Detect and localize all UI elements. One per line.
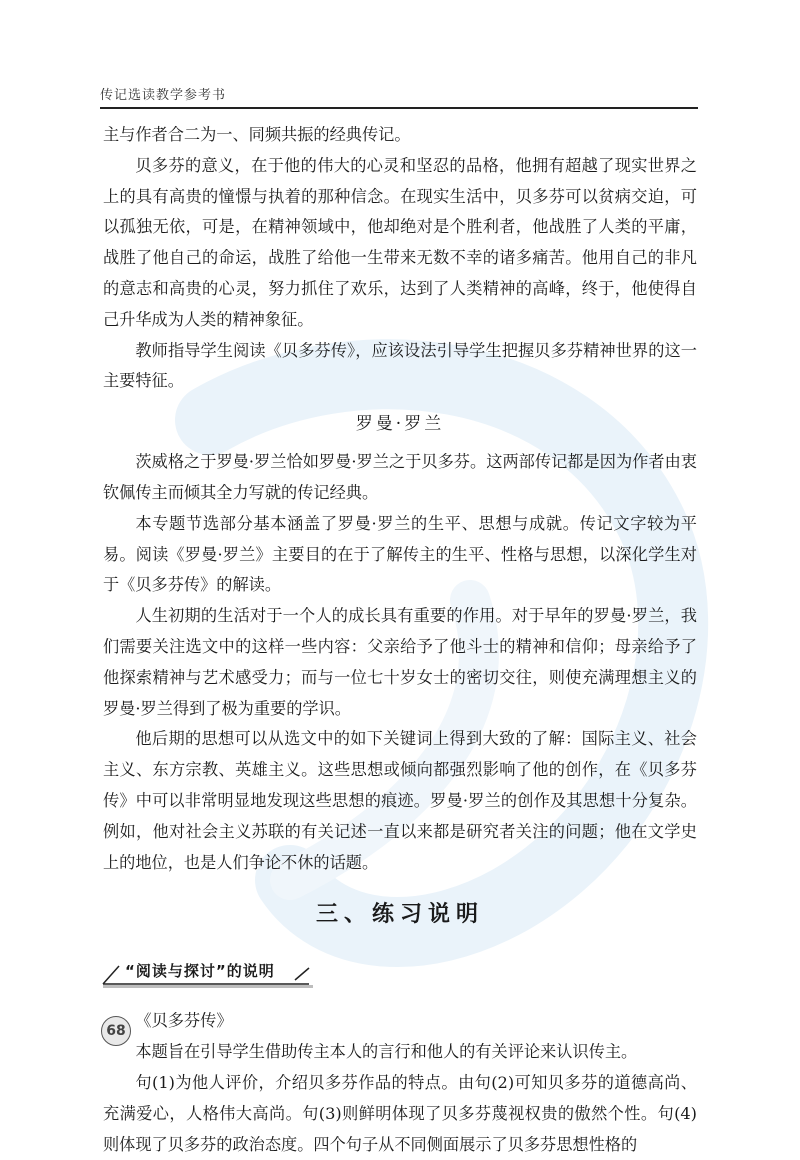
section-title: 三、练习说明 (315, 902, 484, 928)
paragraph: 贝多芬的意义，在于他的伟大的心灵和坚忍的品格，他拥有超越了现实世界之上的具有高贵的憧憬与执着的那种信念。在现实生活中，贝多芬可以贫病交迫，可以孤独无依，可是，在精神领域中，他却绝对是个胜利者，他战胜了人类的平庸，战胜了他自己的命运，战胜了给他一生带来无数不幸的诸多痛苦。他用自己的非凡的意志和高贵的心灵，努力抓住了欢乐，达到了人类精神的高峰，终于，他使得自己升华成为人类的精神象征。 (103, 155, 697, 329)
running-header: 传记选读教学参考书 (100, 88, 227, 103)
page-number: 68 (101, 1016, 131, 1046)
paragraph: 教师指导学生阅读《贝多芬传》，应该设法引导学生把握贝多芬精神世界的这一主要特征。 (103, 340, 697, 391)
subsection-heading: 罗曼·罗兰 (355, 414, 445, 435)
page-body (103, 120, 697, 1160)
section-label-text: “阅读与探讨”的说明 (125, 962, 275, 981)
paragraph: 句(1)为他人评价，介绍贝多芬作品的特点。由句(2)可知贝多芬的道德高尚、充满爱心，人格伟大高尚。句(3)则鲜明体现了贝多芬蔑视权贵的傲然个性。句(4)则体现了贝多芬的政治态度。四个句子从不同侧面展示了贝多芬思想性格的 (103, 1072, 697, 1154)
paragraph: 人生初期的生活对于一个人的成长具有重要的作用。对于早年的罗曼·罗兰，我们需要关注选文中的这样一些内容：父亲给予了他斗士的精神和信仰；母亲给予了他探索精神与艺术感受力；而与一位七十岁女士的密切交往，则使充满理想主义的罗曼·罗兰得到了极为重要的学识。 (103, 606, 697, 718)
book-title: 《贝多芬传》 (135, 1011, 233, 1031)
paragraph: 茨威格之于罗曼·罗兰恰如罗曼·罗兰之于贝多芬。这两部传记都是因为作者由衷钦佩传主而倾其全力写就的传记经典。 (103, 452, 697, 502)
paragraph: 他后期的思想可以从选文中的如下关键词上得到大致的了解：国际主义、社会主义、东方宗教、英雄主义。这些思想或倾向都强烈影响了他的创作，在《贝多芬传》中可以非常明显地发现这些思想的痕迹。罗曼·罗兰的创作及其思想十分复杂。例如，他对社会主义苏联的有关记述一直以来都是研究者关注的问题；他在文学史上的地位，也是人们争论不休的话题。 (103, 729, 697, 872)
paragraph: 本专题节选部分基本涵盖了罗曼·罗兰的生平、思想与成就。传记文字较为平易。阅读《罗曼·罗兰》主要目的在于了解传主的生平、性格与思想，以深化学生对于《贝多芬传》的解读。 (103, 513, 697, 595)
paragraph: 本题旨在引导学生借助传主本人的言行和他人的有关评论来认识传主。 (135, 1042, 638, 1062)
header-rule (100, 107, 698, 109)
paragraph: 主与作者合二为一、同频共振的经典传记。 (103, 125, 411, 144)
section-label (95, 950, 325, 990)
